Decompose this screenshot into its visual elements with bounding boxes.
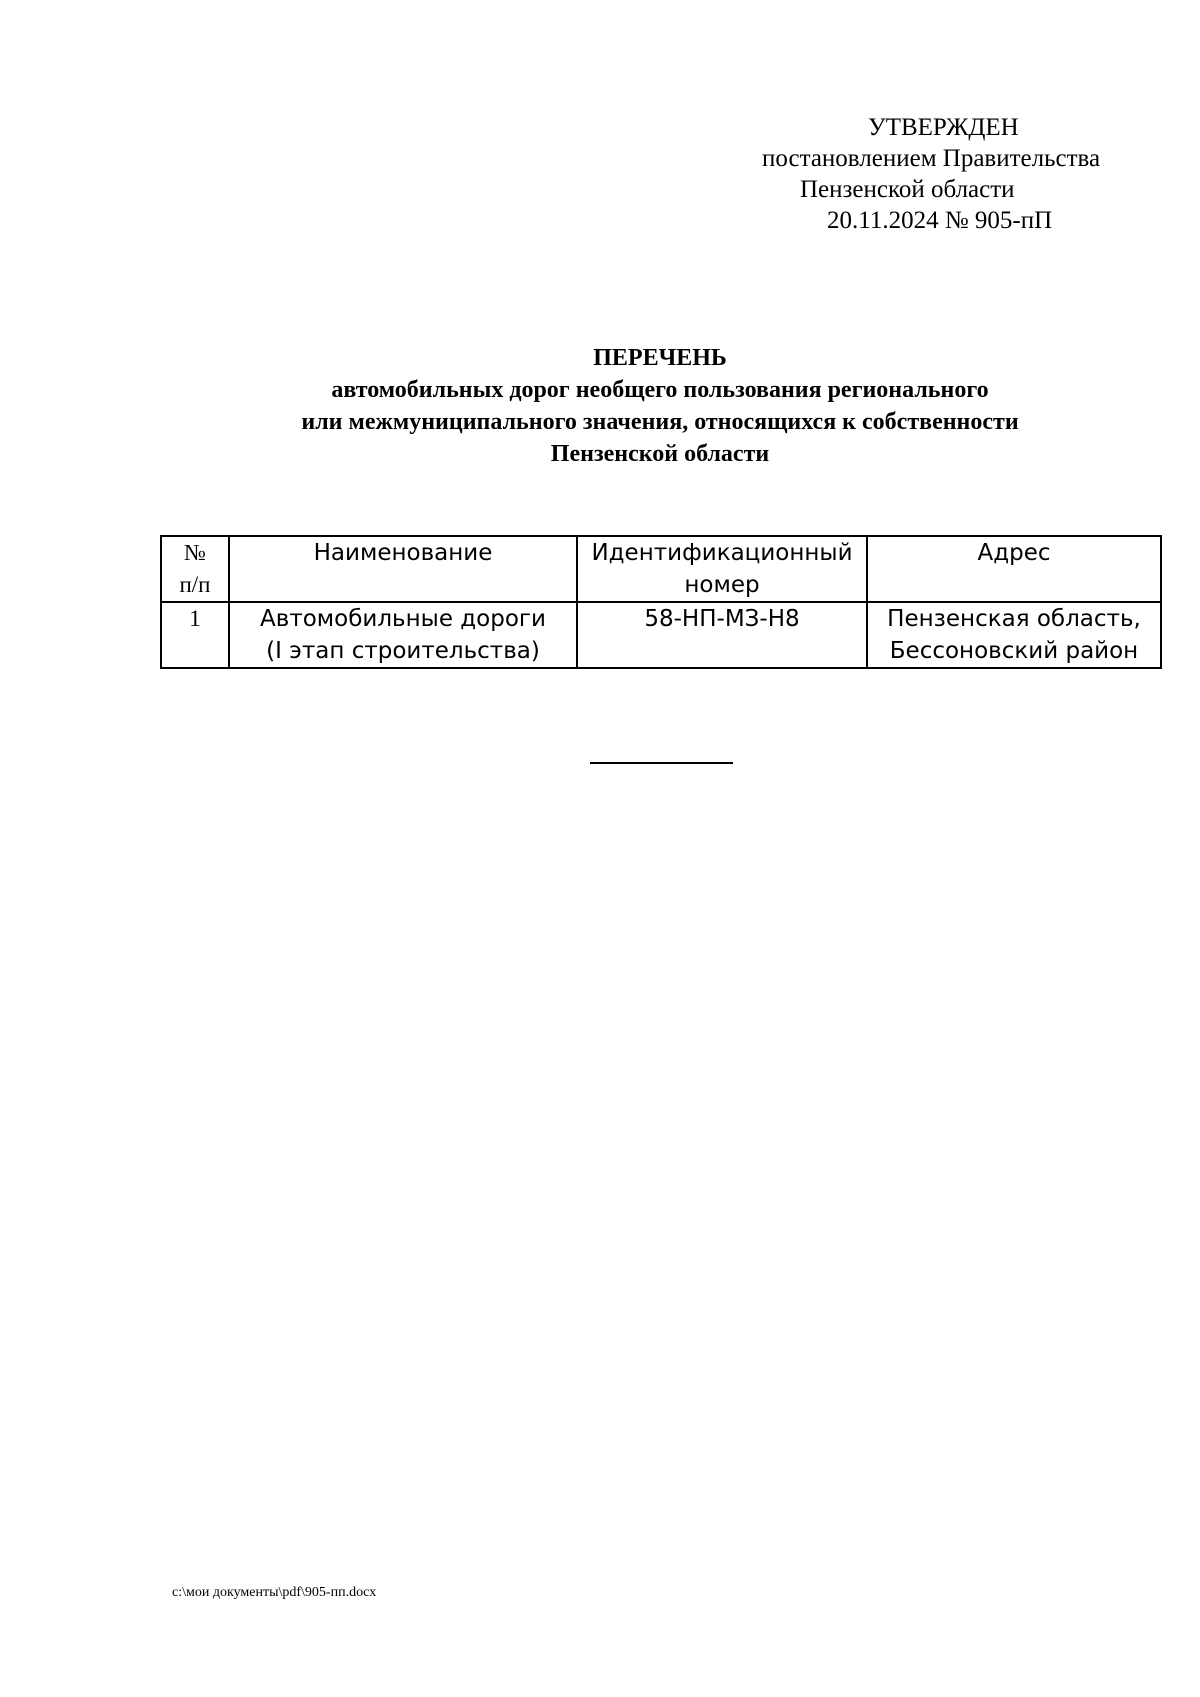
cell-address-line-2: Бессоновский район [889, 638, 1139, 664]
approval-line-region: Пензенской области [800, 176, 1015, 203]
cell-name-line-1: Автомобильные дороги [260, 606, 546, 632]
table-row [161, 602, 1161, 668]
header-id-line-2: номер [684, 572, 760, 598]
header-address [867, 536, 1161, 602]
document-subtitle-line-2: или межмуниципального значения, относящихся к собственности [301, 409, 1019, 435]
approval-line-approved: УТВЕРЖДЕН [868, 114, 1019, 141]
footer-file-path: c:\мои документы\pdf\905-пп.docx [172, 1585, 377, 1600]
cell-name [229, 602, 577, 668]
document-subtitle-line-1: автомобильных дорог необщего пользования регионального [331, 377, 989, 403]
cell-number-value: 1 [189, 606, 201, 631]
end-divider [590, 762, 733, 764]
header-id [577, 536, 867, 602]
roads-table [160, 535, 1162, 669]
header-name-label: Наименование [313, 540, 493, 566]
approval-line-date-number: 20.11.2024 № 905-пП [827, 207, 1053, 234]
header-number-line-1: № [184, 540, 206, 565]
document-heading [160, 342, 1160, 470]
header-number-line-2: п/п [179, 572, 211, 597]
approval-line-decree: постановлением Правительства [762, 145, 1101, 172]
header-id-line-1: Идентификационный [591, 540, 853, 566]
header-name [229, 536, 577, 602]
cell-id [577, 602, 867, 668]
cell-address-line-1: Пензенская область, [887, 606, 1141, 632]
cell-address [867, 602, 1161, 668]
cell-id-value: 58-НП-МЗ-Н8 [644, 606, 800, 632]
approval-block [700, 112, 1160, 236]
cell-name-line-2: (I этап строительства) [266, 638, 540, 664]
header-number [161, 536, 229, 602]
table-header-row [161, 536, 1161, 602]
document-title: ПЕРЕЧЕНЬ [593, 345, 727, 371]
document-subtitle-line-3: Пензенской области [550, 441, 770, 467]
header-address-label: Адрес [977, 540, 1051, 566]
cell-number [161, 602, 229, 668]
